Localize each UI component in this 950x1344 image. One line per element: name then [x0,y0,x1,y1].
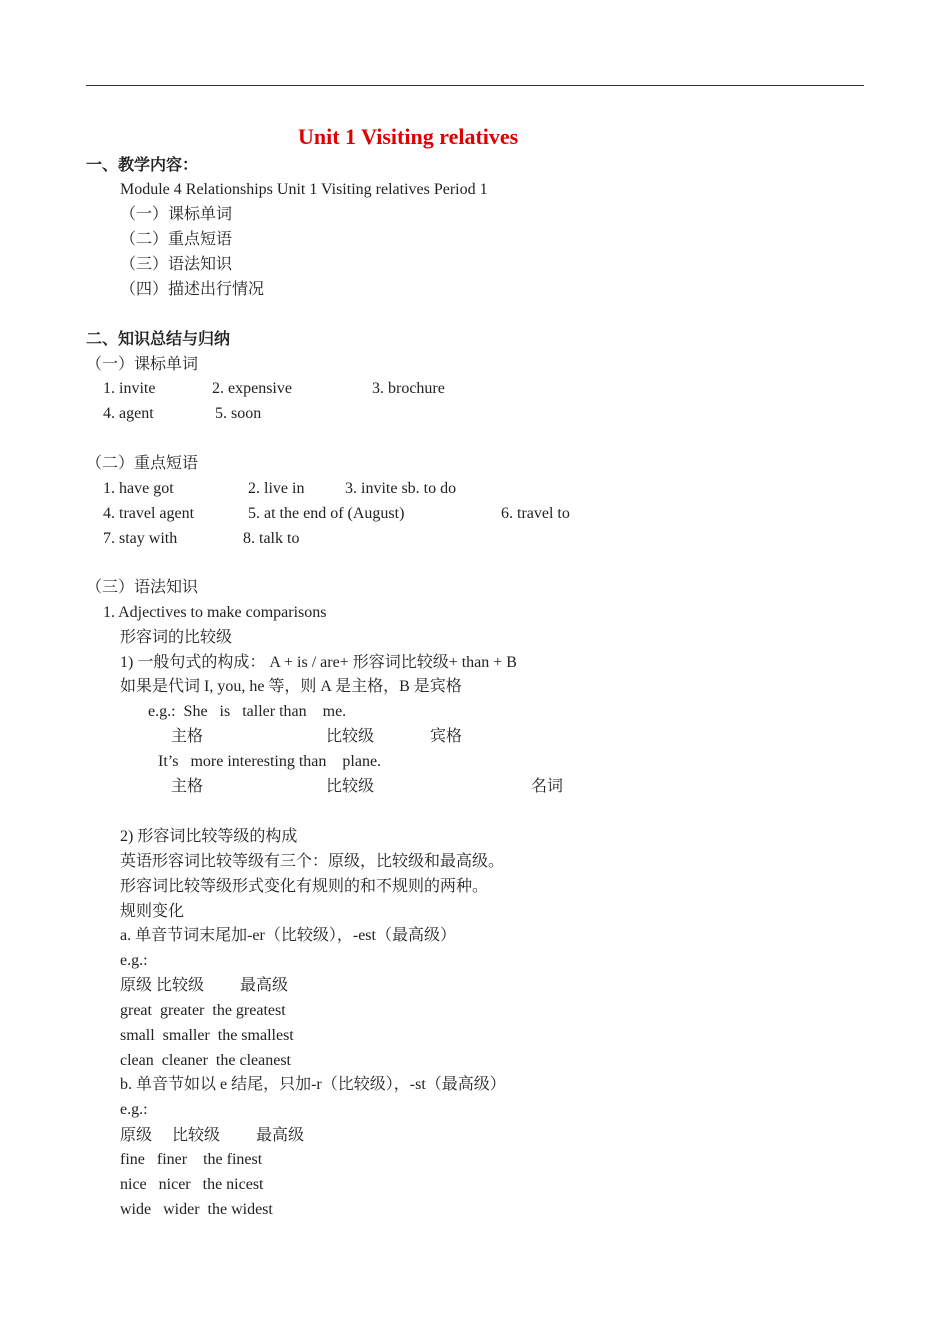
grammar-heading: （三）语法知识 [86,579,199,596]
section1-item: （一）课标单词 [120,206,233,223]
module-line: Module 4 Relationships Unit 1 Visiting relatives Period 1 [120,181,488,198]
grammar-line: b. 单音节如以 e 结尾，只加-r（比较级），-st（最高级） [120,1076,506,1093]
grammar-line: 形容词比较等级形式变化有规则的和不规则的两种。 [120,878,489,895]
example2-sentence: It’s more interesting than plane. [158,753,382,770]
grammar-line: wide wider the widest [120,1201,273,1218]
grammar-line: 2) 形容词比较等级的构成 [120,828,298,845]
grammar-line: 规则变化 [120,903,185,920]
grammar-line: e.g.: [120,952,148,969]
grammar-line: 1. Adjectives to make comparisons [103,604,327,621]
example1-sentence: e.g.: She is taller than me. [148,703,347,720]
grammar-line: 如果是代词 I, you, he 等，则 A 是主格，B 是宾格 [120,678,462,695]
phrase-item: 4. travel agent [103,505,195,522]
section1-heading: 一、教学内容： [86,157,199,174]
phrase-item: 7. stay with [103,530,178,547]
example1-label: 宾格 [430,728,463,745]
section1-item: （四）描述出行情况 [120,281,265,298]
grammar-line: a. 单音节词末尾加-er（比较级），-est（最高级） [120,927,456,944]
phrase-item: 3. invite sb. to do [345,480,457,497]
grammar-line: 原级 比较级 最高级 [120,1127,305,1144]
vocab-word: 2. expensive [212,380,292,397]
phrase-item: 1. have got [103,480,174,497]
grammar-line: great greater the greatest [120,1002,286,1019]
phrase-item: 8. talk to [243,530,300,547]
phrases-heading: （二）重点短语 [86,455,199,472]
grammar-line: clean cleaner the cleanest [120,1052,291,1069]
phrase-item: 5. at the end of (August) [248,505,405,522]
example2-label: 名词 [531,778,564,795]
phrase-item: 2. live in [248,480,305,497]
vocab-word: 1. invite [103,380,156,397]
grammar-line: 形容词的比较级 [120,629,233,646]
section1-item: （二）重点短语 [120,231,233,248]
grammar-line: 英语形容词比较等级有三个：原级，比较级和最高级。 [120,853,505,870]
page-title: Unit 1 Visiting relatives [298,124,519,149]
example2-label: 比较级 [326,778,375,795]
example2-label: 主格 [171,778,204,795]
grammar-line: fine finer the finest [120,1151,263,1168]
example1-label: 主格 [171,728,204,745]
vocab-heading: （一）课标单词 [86,356,199,373]
vocab-word: 3. brochure [372,380,445,397]
header-rule [86,85,864,86]
grammar-line: small smaller the smallest [120,1027,294,1044]
grammar-line: 1) 一般句式的构成： A + is / are+ 形容词比较级+ than + B [120,654,517,671]
grammar-line: 原级 比较级 最高级 [120,977,289,994]
example1-label: 比较级 [326,728,375,745]
phrase-item: 6. travel to [501,505,570,522]
vocab-word: 4. agent [103,405,154,422]
vocab-word: 5. soon [215,405,262,422]
grammar-line: nice nicer the nicest [120,1176,264,1193]
section1-item: （三）语法知识 [120,256,233,273]
section2-heading: 二、知识总结与归纳 [86,331,231,348]
grammar-line: e.g.: [120,1101,148,1118]
